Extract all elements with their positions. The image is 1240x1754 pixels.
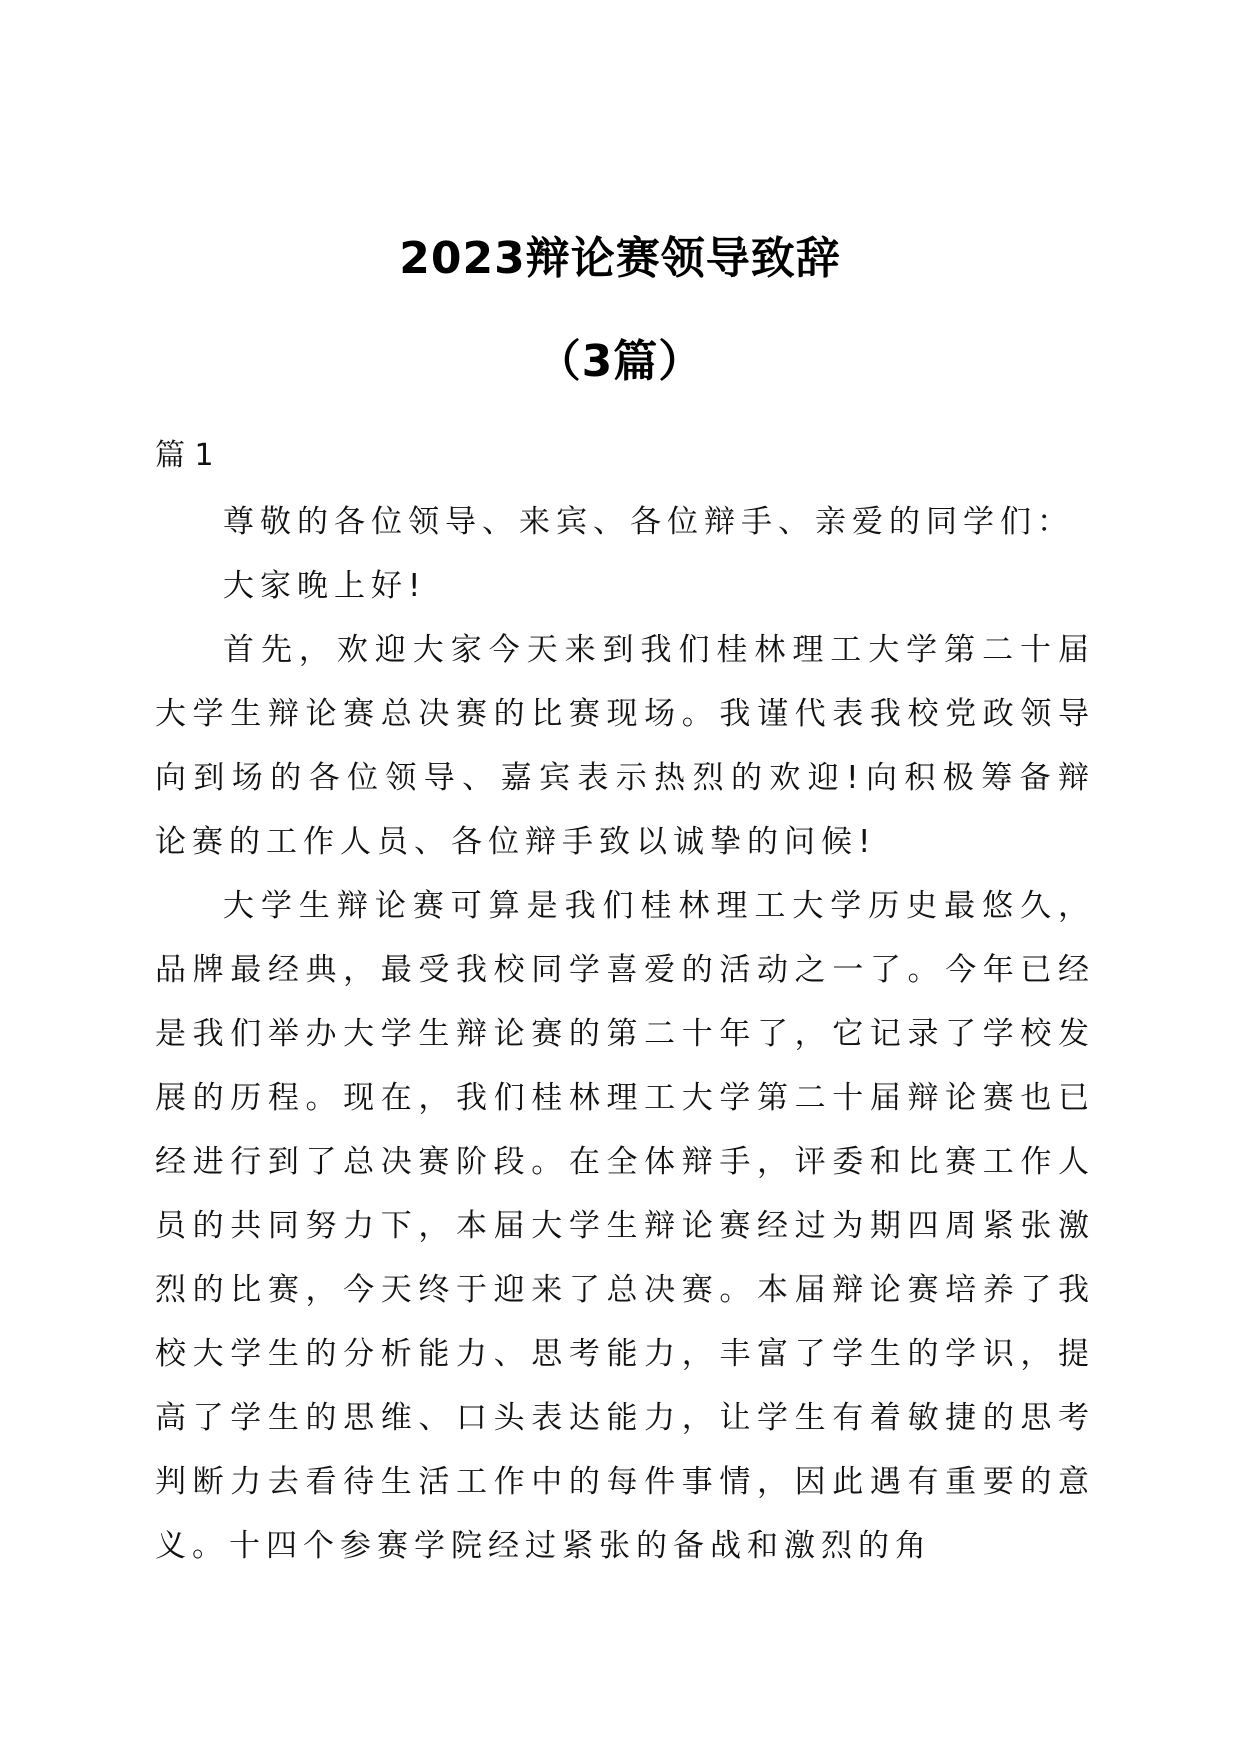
document-subtitle: （3篇） (536, 336, 704, 387)
welcome-paragraph: 首先，欢迎大家今天来到我们桂林理工大学第二十届大学生辩论赛总决赛的比赛现场。我谨代表我校党政领导向到场的各位领导、嘉宾表示热烈的欢迎!向积极筹备辩论赛的工作人员、各位辩手致以诚挚的问候! (155, 632, 1095, 860)
document-title: 2023辩论赛领导致辞 (399, 233, 841, 284)
document-body (155, 490, 1095, 1578)
section-label: 篇 1 (155, 438, 214, 473)
history-paragraph: 大学生辩论赛可算是我们桂林理工大学历史最悠久，品牌最经典，最受我校同学喜爱的活动之一了。今年已经是我们举办大学生辩论赛的第二十年了，它记录了学校发展的历程。现在，我们桂林理工大学第二十届辩论赛也已经进行到了总决赛阶段。在全体辩手，评委和比赛工作人员的共同努力下，本届大学生辩论赛经过为期四周紧张激烈的比赛，今天终于迎来了总决赛。本届辩论赛培养了我校大学生的分析能力、思考能力，丰富了学生的学识，提高了学生的思维、口头表达能力，让学生有着敏捷的思考判断力去看待生活工作中的每件事情，因此遇有重要的意义。十四个参赛学院经过紧张的备战和激烈的角 (155, 888, 1095, 1564)
salutation-paragraph: 尊敬的各位领导、来宾、各位辩手、亲爱的同学们： (223, 504, 1074, 540)
greeting-paragraph: 大家晚上好! (223, 568, 427, 604)
